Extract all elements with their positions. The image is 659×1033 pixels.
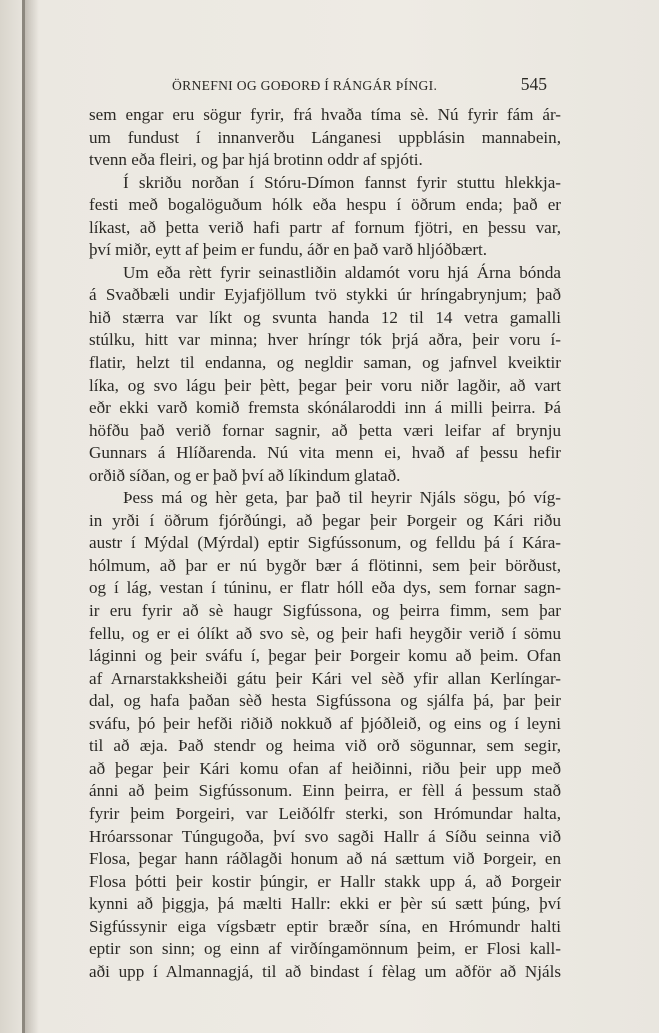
- text-line: sem engar eru sögur fyrir, frá hvaða tíma sè. Nú fyrir fám ár-: [89, 105, 561, 124]
- text-line: ir eru fyrir að sè haugr Sigfússona, og þeirra fimm, sem þar: [89, 601, 561, 621]
- text-line: líka, og svo lágu þeir þètt, þegar þeir voru niðr lagðir, að vart: [89, 375, 561, 395]
- text-line: að þegar þeir Kári komu ofan af heiðinni, riðu þeir upp með: [89, 758, 561, 778]
- text-line: Gunnars á Hlíðarenda. Nú vita menn ei, hvað af þessu hefir: [89, 443, 561, 463]
- text-line: stúlku, hitt var minna; hver hríngr tók þrjá aðra, þeir voru í-: [89, 330, 561, 350]
- text-line: kynni að þiggja, þá mælti Hallr: ekki er þèr sú sætt þúng, því: [89, 894, 561, 914]
- text-line: og í lág, vestan í túninu, er flatr hóll eða dys, sem fornar sagn-: [89, 578, 561, 598]
- text-line: Sigfússynir eiga vígsbætr eptir bræðr sína, en Hrómundr halti: [89, 916, 561, 936]
- text-line: sváfu, þó þeir hefði riðið nokkuð af þjóðleið, og eins og í leyni: [89, 713, 561, 733]
- page-number: 545: [520, 74, 547, 94]
- binding-gutter-shadow: [25, 0, 39, 1033]
- text-line: um fundust í innanverðu Lánganesi uppblásin mannabein,: [89, 127, 561, 147]
- text-line: tvenn eða fleiri, og þar hjá brotinn oddr af spjóti.: [89, 150, 423, 170]
- text-line: hólmum, að þar er nú bygðr bær á flötinni, sem þeir börðust,: [89, 555, 561, 575]
- running-title: ÖRNEFNI OG GOÐORÐ Í RÁNGÁR ÞÍNGI.: [172, 78, 438, 93]
- text-line: ánni að þeim Sigfússonum. Einn þeirra, er fèll á þessum stað: [89, 781, 561, 801]
- text-line: láginni og þeir sváfu í, þegar þeir Þorgeir komu að þeim. Ofan: [89, 646, 561, 666]
- text-line: Þess má og hèr geta, þar það til heyrir Njáls sögu, þó víg-: [123, 488, 561, 508]
- text-line: af Arnarstakksheiði gátu þeir Kári vel sèð yfir allan Kerlíngar-: [89, 668, 561, 688]
- text-line: Um eða rètt fyrir seinastliðin aldamót voru hjá Árna bónda: [123, 262, 561, 282]
- text-line: til að æja. Það stendr og heima við orð sögunnar, sem segir,: [89, 736, 561, 756]
- body-text: [89, 104, 561, 983]
- text-line: fyrir þeim Þorgeiri, var Leiðólfr sterki, son Hrómundar halta,: [89, 803, 561, 823]
- text-line: á Svaðbæli undir Eyjafjöllum tvö stykki úr hríngabrynjum; það: [89, 285, 561, 305]
- text-line: líkast, að þetta verið hafi partr af fornum fjötri, en þessu var,: [89, 217, 561, 237]
- text-line: eptir son sinn; og einn af virðíngamönnum þeim, er Flosi kall-: [89, 939, 561, 959]
- text-line: hið stærra var líkt og svunta handa 12 til 14 vetra gamalli: [89, 307, 561, 327]
- text-line: in yrði í öðrum fjórðúngi, að þegar þeir Þorgeir og Kári riðu: [89, 510, 561, 530]
- text-line: flatir, helzt til endanna, og negldir saman, og jafnvel kveiktir: [89, 353, 561, 373]
- text-line: fellu, og er ei ólíkt að svo sè, og þeir hafi heygðir verið í sömu: [89, 623, 561, 643]
- text-line: festi með bogalöguðum hólk eða hespu í öðrum enda; það er: [89, 195, 561, 215]
- text-line: Flosa, þegar hann ráðlagði honum að ná sættum við Þorgeir, en: [89, 849, 561, 869]
- running-header: [172, 74, 547, 96]
- text-line: Í skriðu norðan í Stóru-Dímon fannst fyrir stuttu hlekkja-: [123, 172, 561, 192]
- text-line: Hróarssonar Túngugoða, því svo sagði Hallr á Síðu seinna við: [89, 826, 561, 846]
- text-line: orðið síðan, og er það því að líkindum glatað.: [89, 465, 401, 485]
- text-line: því miðr, eytt af þeim er fundu, áðr en það varð hljóðbært.: [89, 240, 488, 260]
- text-line: höfðu það verið fornar sagnir, að þetta væri leifar af brynju: [89, 420, 561, 440]
- text-line: eðr ekki varð komið fremsta skónálaroddi inn á milli þeirra. Þá: [89, 398, 561, 418]
- text-line: aði upp í Almannagjá, til að bindast í fèlag um aðför að Njáls: [89, 961, 561, 981]
- text-line: dal, og hafa þaðan sèð hesta Sigfússona og sjálfa þá, þar þeir: [89, 691, 561, 711]
- text-line: austr í Mýdal (Mýrdal) eptir Sigfússonum, og felldu þá í Kára-: [89, 533, 561, 553]
- text-line: Flosa þótti þeir kostir þúngir, er Hallr stakk upp á, að Þorgeir: [89, 871, 561, 891]
